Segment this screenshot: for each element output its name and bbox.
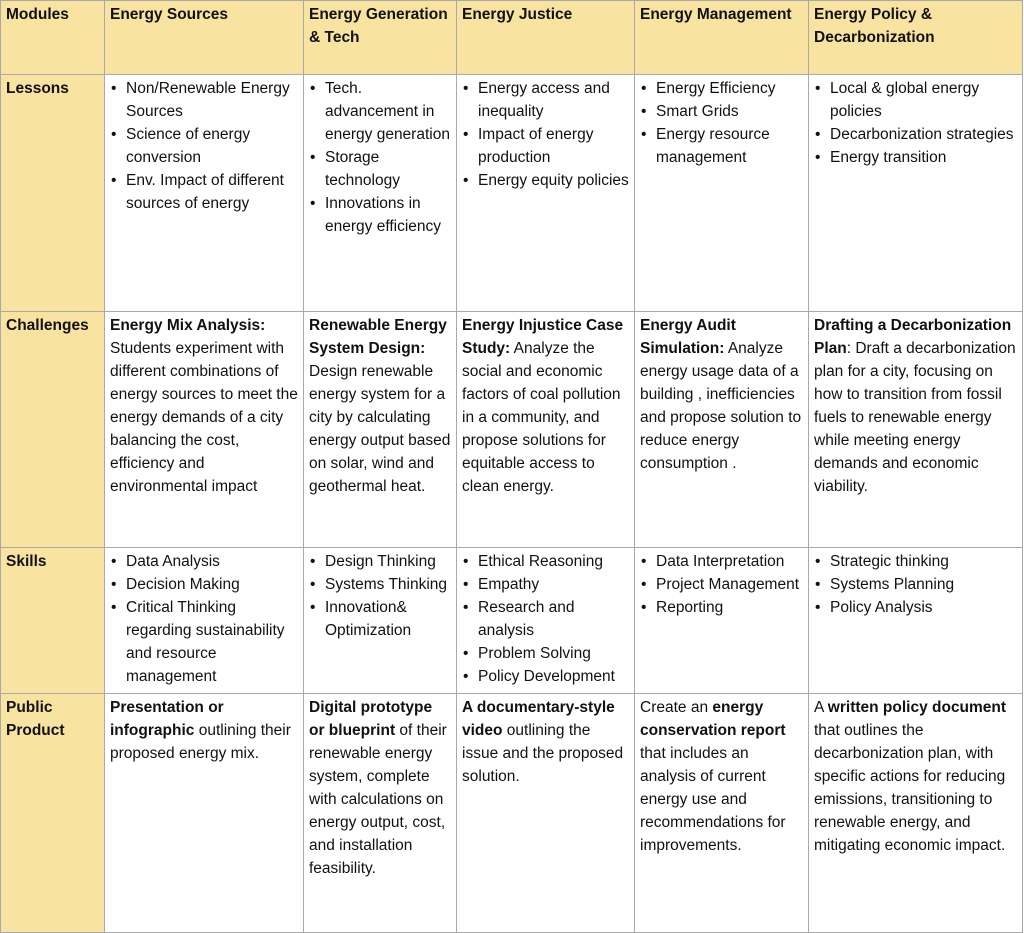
header-energy-management: Energy Management — [635, 1, 809, 75]
list-item: • Local & global energy policies — [830, 77, 1017, 123]
challenge-text: Design renewable energy system for a city by calculating energy output based on solar, wind and geothermal heat. — [309, 363, 451, 495]
challenge-text: Draft a decarbonization plan for a city, focusing on how to transition from fossil fuels to renewable energy while meeting energy demands and economic viability. — [814, 340, 1016, 495]
list-item: • Energy resource management — [656, 123, 803, 169]
list-item: • Design Thinking — [325, 550, 451, 573]
list-item: • Impact of energy production — [478, 123, 629, 169]
row-label-challenges: Challenges — [1, 312, 105, 548]
product-pre: A — [814, 699, 828, 716]
list-item: • Problem Solving — [478, 642, 629, 665]
row-label-public-product: Public Product — [1, 694, 105, 933]
skills-cell-energy-management — [635, 548, 809, 694]
list-item: • Innovation& Optimization — [325, 596, 451, 642]
challenge-text: Analyze the social and economic factors of coal pollution in a community, and propose solutions for equitable access to clean energy. — [462, 340, 621, 495]
skills-cell-energy-sources — [105, 548, 304, 694]
list-item: • Data Analysis — [126, 550, 298, 573]
challenge-cell-energy-justice — [457, 312, 635, 548]
challenges-row — [1, 312, 1023, 548]
challenge-title: Drafting a Decarbonization Plan — [814, 317, 1012, 357]
list-item: • Systems Planning — [830, 573, 1017, 596]
list-item: • Tech. advancement in energy generation — [325, 77, 451, 146]
challenge-text: Analyze energy usage data of a building , inefficiencies and propose solution to reduce energy consumption . — [640, 340, 802, 472]
list-item: • Data Interpretation — [656, 550, 803, 573]
list-item: • Project Management — [656, 573, 803, 596]
list-item: • Storage technology — [325, 146, 451, 192]
challenge-title: Energy Mix Analysis: — [110, 317, 266, 334]
product-pre: Create an — [640, 699, 713, 716]
list-item: • Decarbonization strategies — [830, 123, 1017, 146]
challenge-cell-energy-generation — [304, 312, 457, 548]
challenge-cell-energy-management — [635, 312, 809, 548]
skills-cell-energy-policy — [809, 548, 1023, 694]
product-text: that includes an analysis of current energy use and recommendations for improvements. — [640, 745, 786, 854]
skills-list — [110, 550, 298, 688]
skills-list — [640, 550, 803, 619]
skills-list — [462, 550, 629, 688]
list-item: • Policy Development — [478, 665, 629, 688]
header-modules: Modules — [1, 1, 105, 75]
product-bold: Digital prototype or blueprint — [309, 699, 433, 739]
lessons-cell-energy-justice — [457, 75, 635, 312]
lessons-list — [110, 77, 298, 215]
lessons-list — [309, 77, 451, 238]
list-item: • Strategic thinking — [830, 550, 1017, 573]
product-cell-energy-sources — [105, 694, 304, 933]
challenge-title: Energy Audit Simulation: — [640, 317, 736, 357]
row-label-lessons: Lessons — [1, 75, 105, 312]
product-bold: written policy document — [827, 699, 1007, 716]
product-bold: A documentary-style video — [462, 699, 615, 739]
challenge-title: Energy Injustice Case Study: — [462, 317, 624, 357]
public-product-row — [1, 694, 1023, 933]
challenge-cell-energy-sources — [105, 312, 304, 548]
skills-row — [1, 548, 1023, 694]
header-energy-sources: Energy Sources — [105, 1, 304, 75]
header-energy-generation-tech: Energy Generation & Tech — [304, 1, 457, 75]
list-item: • Critical Thinking regarding sustainability and resource management — [126, 596, 298, 688]
list-item: • Innovations in energy efficiency — [325, 192, 451, 238]
challenge-cell-energy-policy — [809, 312, 1023, 548]
list-item: • Policy Analysis — [830, 596, 1017, 619]
list-item: • Decision Making — [126, 573, 298, 596]
lessons-cell-energy-sources — [105, 75, 304, 312]
list-item: • Science of energy conversion — [126, 123, 298, 169]
product-cell-energy-justice — [457, 694, 635, 933]
list-item: • Energy equity policies — [478, 169, 629, 192]
lessons-row — [1, 75, 1023, 312]
list-item: • Non/Renewable Energy Sources — [126, 77, 298, 123]
product-cell-energy-generation — [304, 694, 457, 933]
product-text: outlining the issue and the proposed solution. — [462, 722, 624, 785]
product-cell-energy-policy — [809, 694, 1023, 933]
product-text: outlining their proposed energy mix. — [110, 722, 291, 762]
list-item: • Systems Thinking — [325, 573, 451, 596]
header-energy-justice: Energy Justice — [457, 1, 635, 75]
skills-cell-energy-generation — [304, 548, 457, 694]
list-item: • Empathy — [478, 573, 629, 596]
list-item: • Reporting — [656, 596, 803, 619]
list-item: • Research and analysis — [478, 596, 629, 642]
challenge-title: Renewable Energy System Design: — [309, 317, 447, 357]
product-bold: energy conservation report — [640, 699, 786, 739]
product-text: that outlines the decarbonization plan, with specific actions for reducing emissions, transitioning to renewable energy, and mitigating economic impact. — [814, 722, 1006, 854]
lessons-list — [814, 77, 1017, 169]
lessons-list — [640, 77, 803, 169]
list-item: • Energy transition — [830, 146, 1017, 169]
list-item: • Smart Grids — [656, 100, 803, 123]
list-item: • Ethical Reasoning — [478, 550, 629, 573]
header-energy-policy: Energy Policy & Decarbonization — [809, 1, 1023, 75]
skills-cell-energy-justice — [457, 548, 635, 694]
lessons-cell-energy-policy — [809, 75, 1023, 312]
lessons-cell-energy-management — [635, 75, 809, 312]
lessons-cell-energy-generation — [304, 75, 457, 312]
product-bold: Presentation or infographic — [110, 699, 224, 739]
skills-list — [814, 550, 1017, 619]
list-item: • Env. Impact of different sources of energy — [126, 169, 298, 215]
challenge-text: Students experiment with different combinations of energy sources to meet the energy demands of a city balancing the cost, efficiency and environmental impact — [110, 340, 298, 495]
skills-list — [309, 550, 451, 642]
row-label-skills: Skills — [1, 548, 105, 694]
challenge-title-colon: : — [846, 340, 852, 357]
list-item: • Energy Efficiency — [656, 77, 803, 100]
list-item: • Energy access and inequality — [478, 77, 629, 123]
header-row — [1, 1, 1023, 75]
product-cell-energy-management — [635, 694, 809, 933]
lessons-list — [462, 77, 629, 192]
product-text: of their renewable energy system, complete with calculations on energy output, cost, and installation feasibility. — [309, 722, 447, 877]
